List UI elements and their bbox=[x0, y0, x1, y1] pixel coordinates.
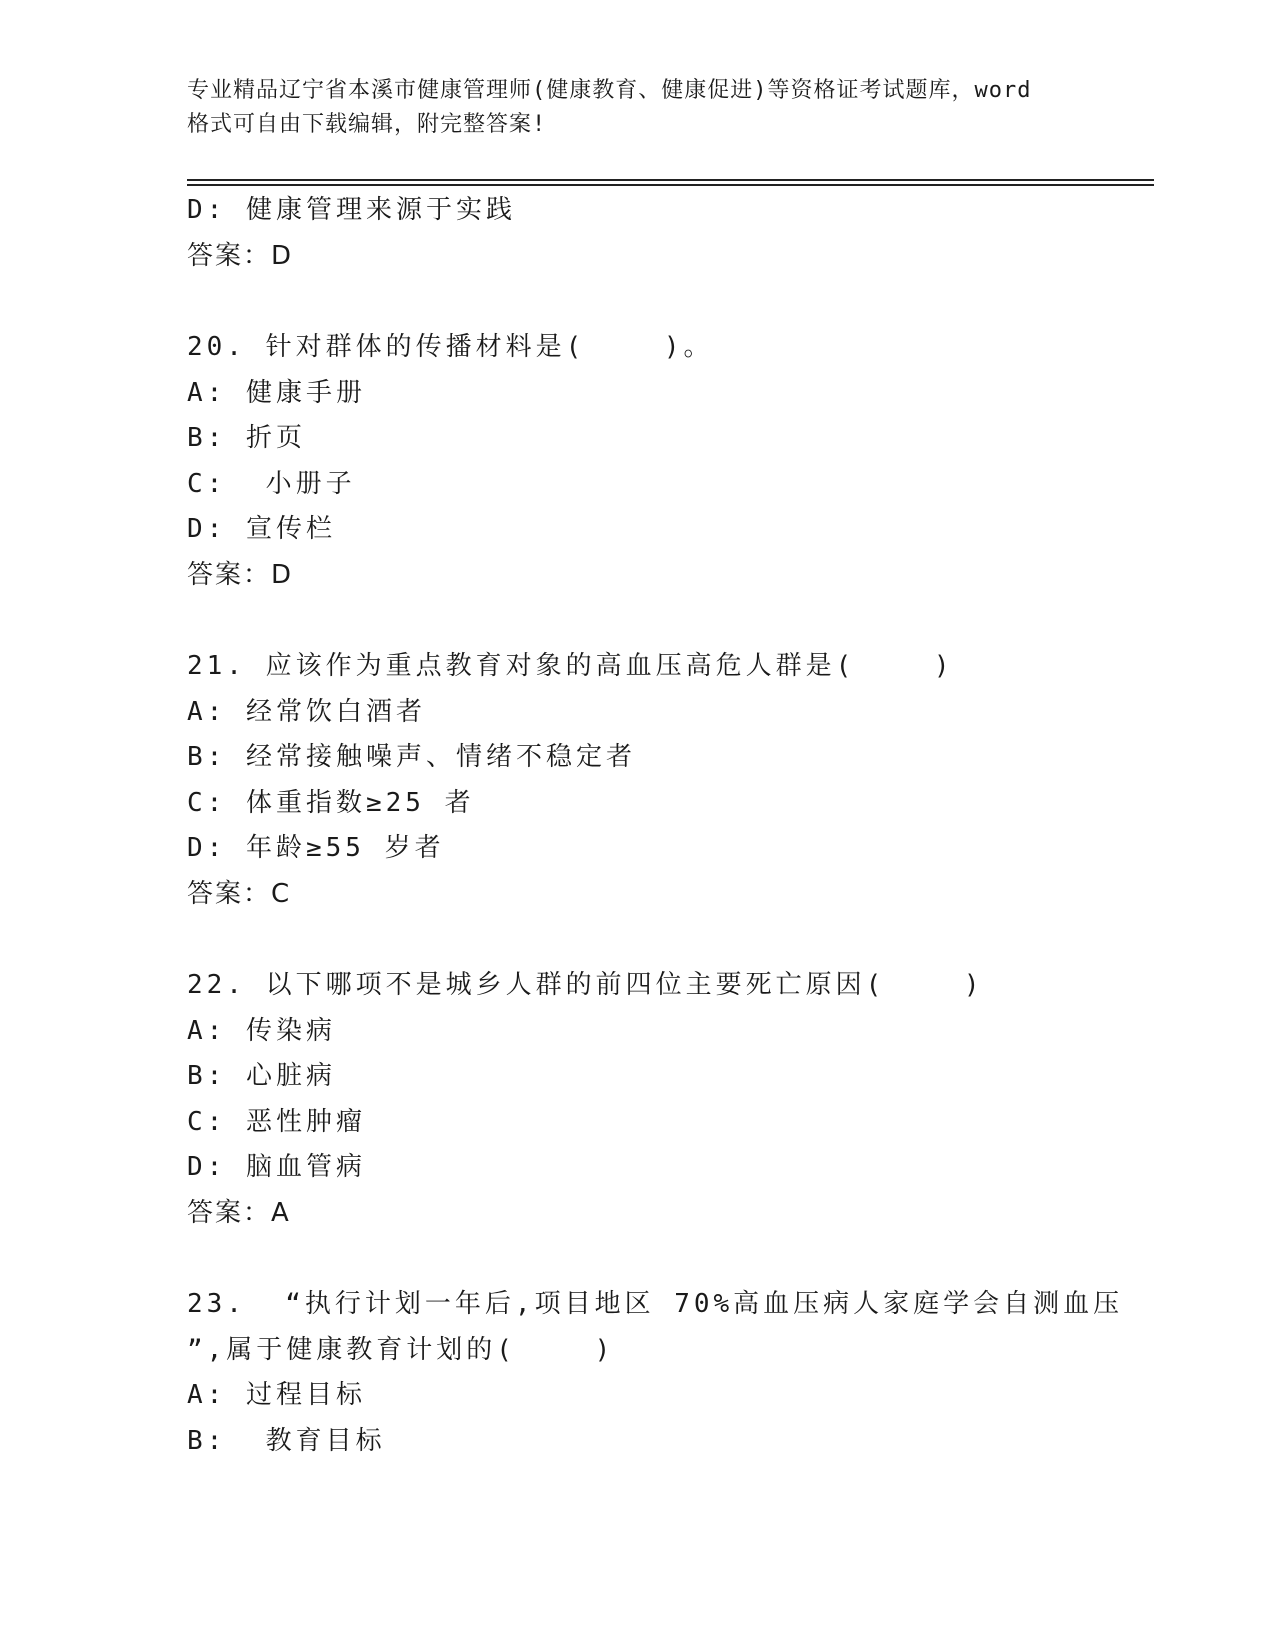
option-a: A: 过程目标 bbox=[187, 1380, 366, 1410]
question-stem-line-2: ”,属于健康教育计划的( ) bbox=[187, 1334, 615, 1365]
answer-line: 答案：D bbox=[187, 240, 294, 271]
option-c: C: 恶性肿瘤 bbox=[187, 1106, 366, 1137]
header-divider-bottom bbox=[187, 184, 1154, 186]
option-d: D: 健康管理来源于实践 bbox=[187, 195, 516, 225]
option-a: A: 健康手册 bbox=[187, 377, 366, 408]
question-22 bbox=[187, 963, 1147, 1236]
question-stem: 20. 针对群体的传播材料是( )。 bbox=[187, 332, 714, 362]
spacer bbox=[187, 917, 1147, 963]
option-d: D: 年龄≥55 岁者 bbox=[187, 833, 445, 863]
spacer bbox=[187, 1236, 1147, 1282]
option-d: D: 脑血管病 bbox=[187, 1152, 366, 1182]
question-list bbox=[187, 188, 1147, 1464]
option-b: B: 教育目标 bbox=[187, 1425, 386, 1456]
option-d: D: 宣传栏 bbox=[187, 514, 336, 544]
question-20 bbox=[187, 325, 1147, 598]
question-stem: 21. 应该作为重点教育对象的高血压高危人群是( ) bbox=[187, 651, 954, 681]
option-c: C: 小册子 bbox=[187, 468, 356, 499]
spacer bbox=[187, 279, 1147, 325]
option-a: A: 经常饮白酒者 bbox=[187, 696, 426, 727]
spacer bbox=[187, 598, 1147, 644]
header-line-2: 格式可自由下载编辑，附完整答案! bbox=[187, 112, 547, 137]
option-b: B: 心脏病 bbox=[187, 1061, 336, 1091]
option-a: A: 传染病 bbox=[187, 1015, 336, 1046]
option-c: C: 体重指数≥25 者 bbox=[187, 787, 475, 818]
question-stem-line-1: 23. “执行计划一年后,项目地区 70%高血压病人家庭学会自测血压 bbox=[187, 1289, 1124, 1319]
option-b: B: 折页 bbox=[187, 423, 306, 453]
answer-line: 答案：D bbox=[187, 559, 294, 590]
answer-line: 答案：C bbox=[187, 878, 292, 909]
question-19-tail bbox=[187, 188, 1147, 279]
document-header bbox=[187, 74, 1087, 142]
question-21 bbox=[187, 644, 1147, 917]
header-divider-top bbox=[187, 179, 1154, 181]
option-b: B: 经常接触噪声、情绪不稳定者 bbox=[187, 742, 636, 772]
question-stem: 22. 以下哪项不是城乡人群的前四位主要死亡原因( ) bbox=[187, 970, 984, 1000]
answer-line: 答案：A bbox=[187, 1197, 291, 1228]
question-23 bbox=[187, 1282, 1147, 1464]
header-line-1: 专业精品辽宁省本溪市健康管理师(健康教育、健康促进)等资格证考试题库，word bbox=[187, 78, 1032, 103]
